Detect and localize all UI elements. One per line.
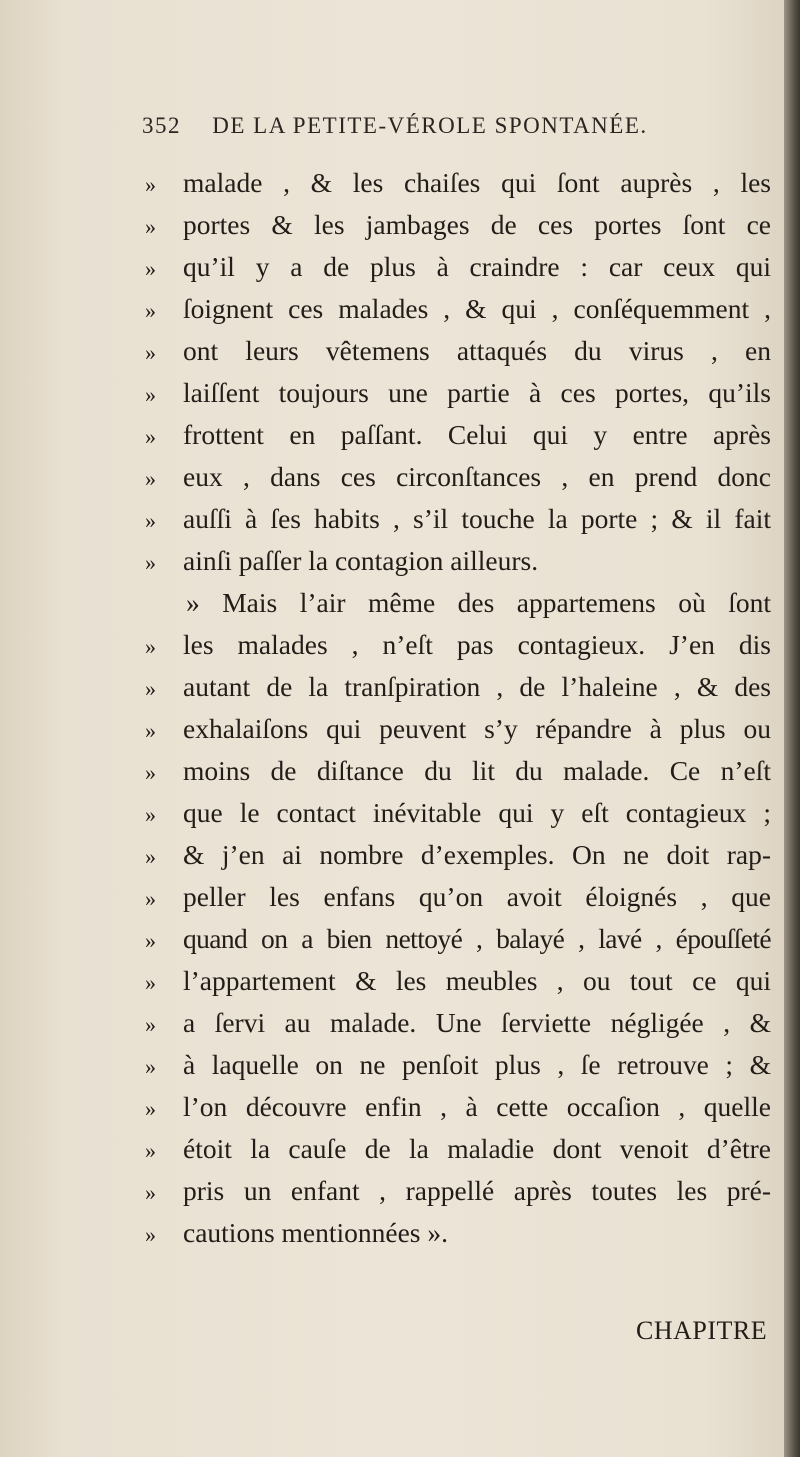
line-text: & j’en ai nombre d’exemples. On ne doit rap- [183, 839, 771, 870]
paragraph-start-line [186, 587, 771, 619]
quote-mark: » [145, 970, 156, 995]
quote-mark: » [145, 1054, 156, 1079]
text-line [145, 1217, 771, 1249]
quote-mark: » [145, 760, 156, 785]
text-line [145, 377, 771, 409]
line-text: autant de la tranſpiration , de l’haleine , & des [183, 671, 771, 702]
text-line [145, 293, 771, 325]
text-line [145, 1175, 771, 1207]
quote-mark: » [145, 802, 156, 827]
text-line [145, 251, 771, 283]
quote-mark: » [145, 214, 156, 239]
text-line [145, 629, 771, 661]
quote-mark: » [145, 550, 156, 575]
text-line [145, 335, 771, 367]
line-text: moins de diſtance du lit du malade. Ce n’eſt [183, 755, 771, 786]
line-text: étoit la cauſe de la maladie dont venoit d’être [183, 1133, 771, 1164]
line-text: ainſi paſſer la contagion ailleurs. [183, 545, 539, 576]
line-text: » Mais l’air même des appartemens où ſont [186, 587, 771, 618]
line-text: peller les enfans qu’on avoit éloignés , que [183, 881, 771, 912]
line-text: cautions mentionnées ». [183, 1217, 449, 1248]
quote-mark: » [145, 886, 156, 911]
text-line [145, 209, 771, 241]
page-edge-shadow [784, 0, 800, 1457]
line-text: a ſervi au malade. Une ſerviette négligée , & [183, 1007, 771, 1038]
text-line [145, 461, 771, 493]
line-text: les malades , n’eſt pas contagieux. J’en dis [183, 629, 771, 660]
quote-mark: » [145, 424, 156, 449]
running-header [142, 113, 772, 139]
text-line [145, 1049, 771, 1081]
line-text: qu’il y a de plus à craindre : car ceux qui [183, 251, 771, 282]
text-line [145, 965, 771, 997]
quote-mark: » [145, 508, 156, 533]
line-text: portes & les jambages de ces portes ſont ce [183, 209, 771, 240]
line-text: à laquelle on ne penſoit plus , ſe retrouve ; & [183, 1049, 771, 1080]
quote-mark: » [145, 844, 156, 869]
line-text: ont leurs vêtemens attaqués du virus , en [183, 335, 771, 366]
text-line [145, 419, 771, 451]
text-line [145, 881, 771, 913]
quote-mark: » [145, 634, 156, 659]
line-text: pris un enfant , rappellé après toutes les pré- [183, 1175, 771, 1206]
line-text: malade , & les chaiſes qui ſont auprès , les [183, 167, 771, 198]
text-line [145, 1007, 771, 1039]
quote-mark: » [145, 928, 156, 953]
line-text: frottent en paſſant. Celui qui y entre après [183, 419, 771, 450]
text-line [145, 545, 771, 577]
text-line [145, 167, 771, 199]
quote-mark: » [145, 256, 156, 281]
quote-mark: » [145, 466, 156, 491]
running-title: DE LA PETITE-VÉROLE SPONTANÉE. [212, 113, 648, 138]
line-text: laiſſent toujours une partie à ces portes, qu’ils [183, 377, 771, 408]
line-text: l’on découvre enfin , à cette occaſion , quelle [183, 1091, 771, 1122]
line-text: exhalaiſons qui peuvent s’y répandre à plus ou [183, 713, 771, 744]
quote-mark: » [145, 340, 156, 365]
text-line [145, 713, 771, 745]
text-line [145, 797, 771, 829]
text-line [145, 839, 771, 871]
quote-mark: » [145, 172, 156, 197]
text-line [145, 923, 771, 955]
line-text: quand on a bien nettoyé , balayé , lavé , épouſſeté [183, 923, 771, 954]
text-line [145, 503, 771, 535]
text-line [145, 671, 771, 703]
quote-mark: » [145, 1096, 156, 1121]
line-text: eux , dans ces circonſtances , en prend donc [183, 461, 771, 492]
line-text: l’appartement & les meubles , ou tout ce qui [183, 965, 771, 996]
text-line [145, 1091, 771, 1123]
quote-mark: » [145, 1180, 156, 1205]
line-text: ſoignent ces malades , & qui , conſéquemment , [183, 293, 771, 324]
quote-mark: » [145, 676, 156, 701]
quote-mark: » [145, 298, 156, 323]
quote-mark: » [145, 1138, 156, 1163]
text-line [145, 1133, 771, 1165]
text-line [145, 755, 771, 787]
quote-mark: » [145, 382, 156, 407]
quote-mark: » [145, 1222, 156, 1247]
line-text: auſſi à ſes habits , s’il touche la porte ; & il fait [183, 503, 771, 534]
page-number: 352 [142, 113, 181, 138]
catchword: CHAPITRE [636, 1316, 768, 1345]
quote-mark: » [145, 1012, 156, 1037]
quote-mark: » [145, 718, 156, 743]
line-text: que le contact inévitable qui y eſt contagieux ; [183, 797, 771, 828]
